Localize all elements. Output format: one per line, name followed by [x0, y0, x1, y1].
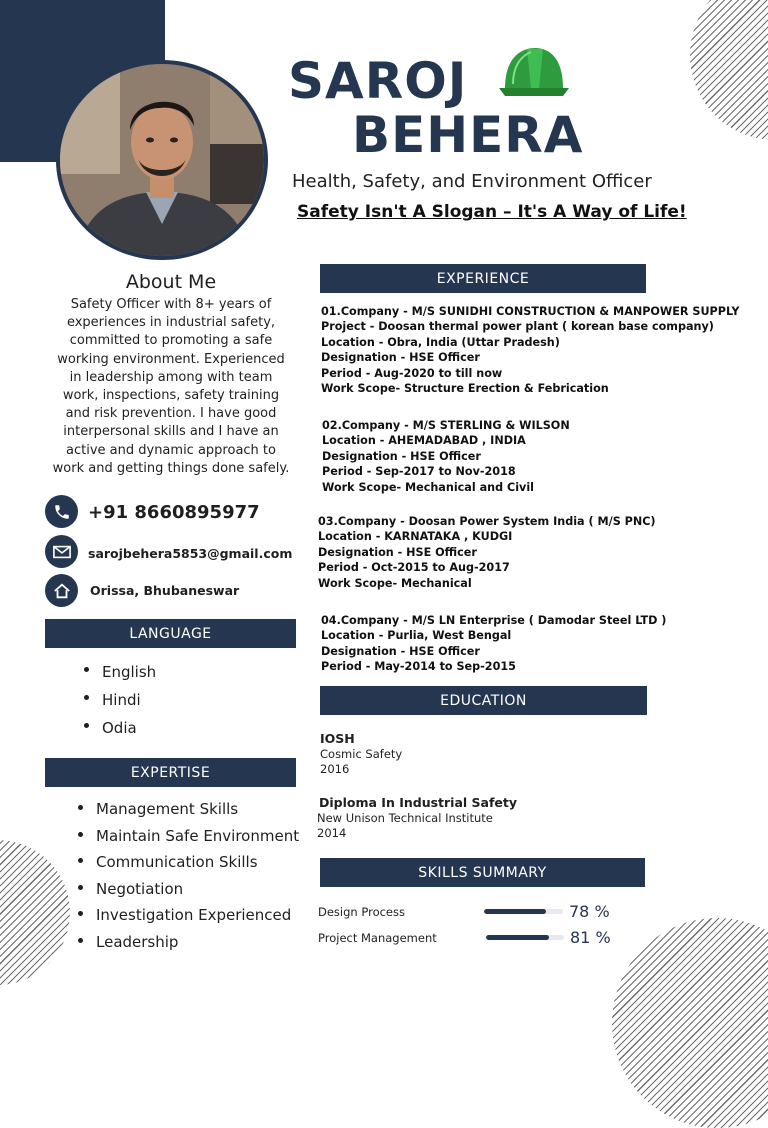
email-address[interactable]: sarojbehera5853@gmail.com: [88, 546, 293, 561]
education-entry-1: [320, 731, 620, 777]
experience-line: Designation - HSE Officer: [318, 545, 477, 559]
first-name: SAROJ: [288, 52, 468, 110]
experience-line: 02.Company - M/S STERLING & WILSON: [322, 419, 570, 432]
experience-entry-1: [321, 304, 761, 396]
experience-line: Project - Doosan thermal power plant ( korean base company): [321, 320, 714, 334]
education-entry-2: [319, 795, 619, 841]
skill-percent: 78 %: [569, 902, 610, 921]
skill-label: Design Process: [318, 905, 405, 919]
experience-line: Designation - HSE Officer: [321, 644, 480, 658]
experience-line: 04.Company - M/S LN Enterprise ( Damodar Steel LTD ): [321, 614, 667, 627]
list-item: Maintain Safe Environment: [76, 823, 299, 850]
list-item: Investigation Experienced: [76, 902, 299, 929]
list-item: Leadership: [76, 929, 299, 956]
phone-icon: [45, 495, 78, 528]
experience-line: Period - May-2014 to Sep-2015: [321, 660, 516, 674]
experience-line: 01.Company - M/S SUNIDHI CONSTRUCTION & MANPOWER SUPPLY: [321, 305, 740, 318]
job-title: Health, Safety, and Environment Officer: [292, 171, 652, 192]
experience-line: 03.Company - Doosan Power System India ( M/S PNC): [318, 515, 656, 528]
education-heading: EDUCATION: [320, 686, 647, 715]
experience-line: Location - AHEMADABAD , INDIA: [322, 434, 526, 448]
list-item: Communication Skills: [76, 849, 299, 876]
list-item: Negotiation: [76, 876, 299, 903]
experience-line: Period - Oct-2015 to Aug-2017: [318, 561, 510, 575]
skill-bar: [484, 909, 563, 914]
list-item: Management Skills: [76, 796, 299, 823]
hatch-circle-top-right: [690, 0, 768, 140]
skills-heading: SKILLS SUMMARY: [320, 858, 645, 887]
mail-icon: [45, 535, 78, 568]
expertise-list: [76, 796, 299, 955]
experience-entry-4: [321, 613, 761, 675]
home-icon: [45, 574, 78, 607]
experience-entry-3: [318, 514, 758, 591]
skill-percent: 81 %: [570, 928, 611, 947]
education-institute: Cosmic Safety: [320, 747, 403, 761]
profile-photo: [56, 60, 268, 260]
experience-line: Location - KARNATAKA , KUDGI: [318, 530, 513, 544]
education-title: Diploma In Industrial Safety: [319, 795, 518, 810]
list-item: Odia: [82, 714, 156, 742]
experience-line: Location - Purlia, West Bengal: [321, 629, 512, 643]
about-title: About Me: [125, 271, 217, 293]
skill-label: Project Management: [318, 931, 437, 945]
hatch-circle-left: [0, 840, 70, 985]
experience-line: Work Scope- Structure Erection & Febrication: [321, 382, 609, 396]
about-text: Safety Officer with 8+ years of experiences in industrial safety, committed to promoting a safe working environment. Experienced in leadership among with team work, inspections, safety training and risk prevention. I have good interpersonal skills and I have an active and dynamic approach to work and getting things done safely.: [52, 297, 290, 476]
education-year: 2016: [320, 762, 350, 776]
experience-entry-2: [322, 418, 762, 495]
skill-bar-fill: [484, 909, 546, 914]
experience-line: Designation - HSE Officer: [322, 449, 481, 463]
experience-line: Period - Sep-2017 to Nov-2018: [322, 465, 516, 479]
location: Orissa, Bhubaneswar: [90, 583, 240, 598]
skill-bar-fill: [486, 935, 549, 940]
language-heading: LANGUAGE: [45, 619, 296, 648]
education-year: 2014: [317, 826, 347, 840]
hatch-circle-bottom-right: [612, 918, 768, 1128]
experience-line: Designation - HSE Officer: [321, 351, 480, 365]
slogan: Safety Isn't A Slogan – It's A Way of Life!: [297, 202, 687, 222]
skill-bar: [486, 935, 564, 940]
list-item: Hindi: [82, 686, 156, 714]
helmet-icon: [497, 44, 571, 100]
experience-line: Period - Aug-2020 to till now: [321, 366, 503, 380]
avatar-illustration: [60, 64, 264, 256]
expertise-heading: EXPERTISE: [45, 758, 296, 787]
education-institute: New Unison Technical Institute: [317, 811, 493, 825]
experience-line: Work Scope- Mechanical and Civil: [322, 480, 534, 494]
phone-number[interactable]: +91 8660895977: [88, 502, 260, 523]
experience-heading: EXPERIENCE: [320, 264, 646, 293]
last-name: BEHERA: [352, 106, 584, 164]
education-title: IOSH: [320, 731, 355, 746]
list-item: English: [82, 658, 156, 686]
experience-line: Work Scope- Mechanical: [318, 576, 472, 590]
experience-line: Location - Obra, India (Uttar Pradesh): [321, 335, 560, 349]
language-list: [82, 658, 156, 742]
